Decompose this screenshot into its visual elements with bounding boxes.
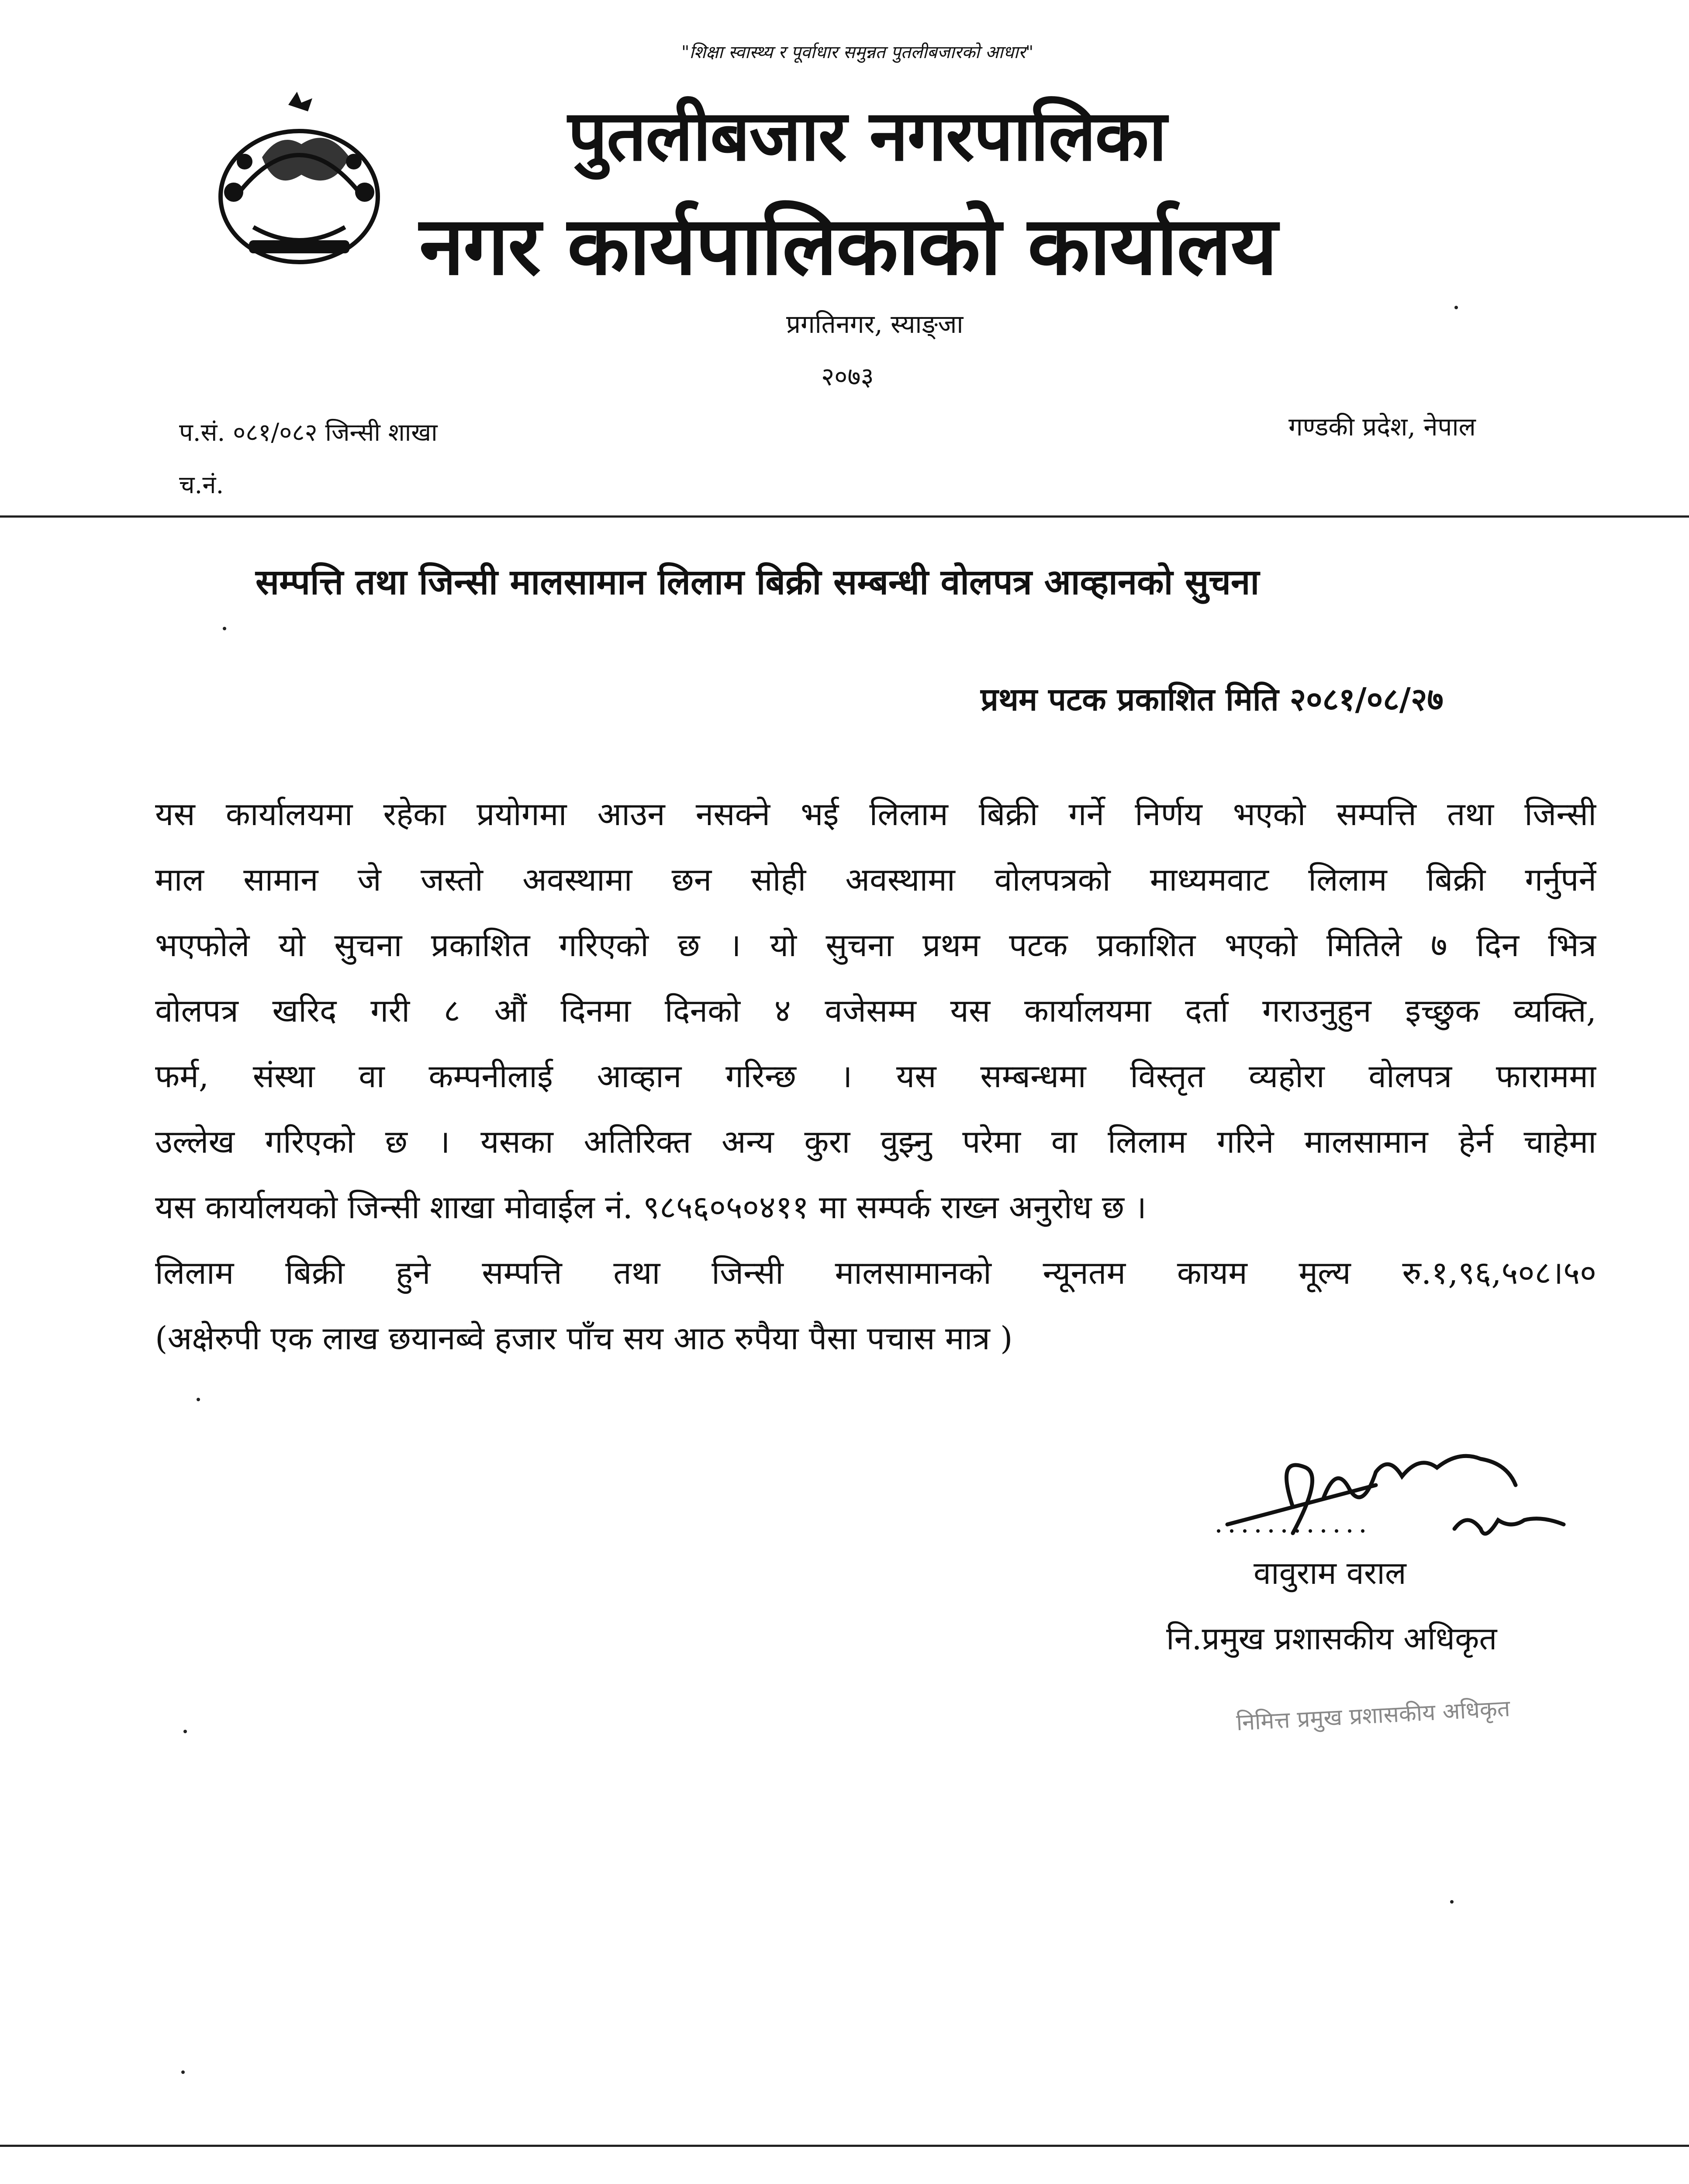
notice-title: सम्पत्ति तथा जिन्सी मालसामान लिलाम बिक्री सम्बन्धी वोलपत्र आव्हानको सुचना xyxy=(256,561,1260,602)
reference-number: प.सं. ०८१/०८२ जिन्सी शाखा xyxy=(179,418,438,447)
stamp-text: निमित्त प्रमुख प्रशासकीय अधिकृत xyxy=(1235,1695,1511,1736)
notice-line: उल्लेख गरिएको छ । यसका अतिरिक्त अन्य कुरा वुझ्नु परेमा वा लिलाम गरिने मालसामान हेर्न चाहेमा xyxy=(155,1123,1596,1161)
dispatch-number: च.नं. xyxy=(179,471,224,499)
office-address: प्रगतिनगर, स्याङ्जा xyxy=(786,309,964,339)
scan-speck xyxy=(181,2070,185,2074)
notice-body xyxy=(155,782,1596,1372)
scan-speck xyxy=(223,627,226,630)
signature-image xyxy=(1192,1420,1585,1551)
header-motto: "शिक्षा स्वास्थ्य र पूर्वाधार समुन्नत पुतलीबजारको आधार" xyxy=(681,42,1034,62)
notice-line: फर्म, संस्था वा कम्पनीलाई आव्हान गरिन्छ । यस सम्बन्धमा विस्तृत व्यहोरा वोलपत्र फाराममा xyxy=(155,1058,1596,1095)
province-label: गण्डकी प्रदेश, नेपाल xyxy=(1288,412,1476,442)
nepal-emblem-icon xyxy=(197,87,402,271)
signatory-name: वावुराम वराल xyxy=(1254,1555,1406,1591)
established-year: २०७३ xyxy=(821,362,874,391)
notice-line: (अक्षेरुपी एक लाख छयानब्वे हजार पाँच सय आठ रुपैया पैसा पचास मात्र ) xyxy=(155,1320,1013,1357)
publish-date: प्रथम पटक प्रकाशित मिति २०८१/०८/२७ xyxy=(981,681,1444,718)
notice-line: माल सामान जे जस्तो अवस्थामा छन सोही अवस्थामा वोलपत्रको माध्यमवाट लिलाम बिक्री गर्नुपर्ने xyxy=(155,861,1596,898)
notice-line: लिलाम बिक्री हुने सम्पत्ति तथा जिन्सी मालसामानको न्यूनतम कायम मूल्य रु.१,९६,५०८।५० xyxy=(155,1254,1596,1292)
office-name: नगर कार्यपालिकाको कार्यालय xyxy=(419,198,1277,293)
scan-speck xyxy=(1454,306,1458,309)
header-divider xyxy=(0,515,1689,518)
scan-speck xyxy=(197,1398,200,1401)
footer-divider xyxy=(0,2145,1689,2147)
notice-line: वोलपत्र खरिद गरी ८ औं दिनमा दिनको ४ वजेसम्म यस कार्यालयमा दर्ता गराउनुहुन इच्छुक व्यक्ति, xyxy=(155,992,1596,1030)
notice-line: यस कार्यालयमा रहेका प्रयोगमा आउन नसक्ने भई लिलाम बिक्री गर्ने निर्णय भएको सम्पत्ति तथा जिन्सी xyxy=(155,796,1596,833)
municipality-name: पुतलीबजार नगरपालिका xyxy=(568,94,1166,176)
signatory-designation: नि.प्रमुख प्रशासकीय अधिकृत xyxy=(1166,1620,1497,1657)
official-stamp xyxy=(1236,1692,1511,1738)
notice-line: यस कार्यालयको जिन्सी शाखा मोवाईल नं. ९८५६०५०४११ मा सम्पर्क राख्न अनुरोध छ । xyxy=(155,1189,1147,1226)
scan-speck xyxy=(1450,1900,1454,1904)
notice-line: भएफोले यो सुचना प्रकाशित गरिएको छ । यो सुचना प्रथम पटक प्रकाशित भएको मितिले ७ दिन भित्र xyxy=(155,927,1596,964)
scan-speck xyxy=(183,1730,187,1733)
